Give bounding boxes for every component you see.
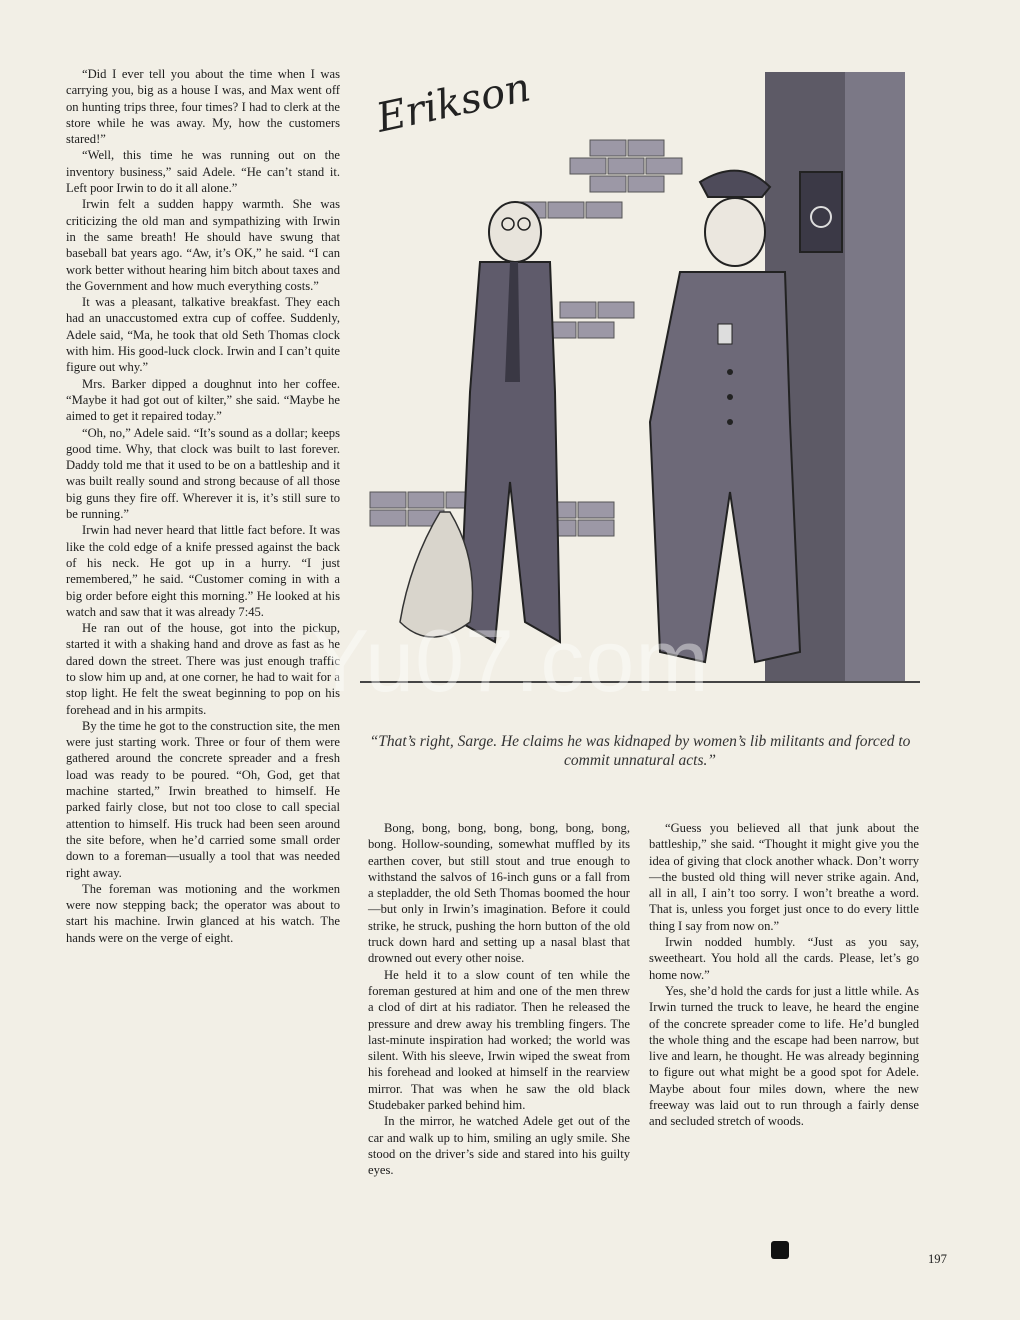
paragraph: He held it to a slow count of ten while the foreman gestured at him and one of the men threw a clod of dirt at his radiator. Then he released the pressure and drew away his trembling fingers. The last-minute inspiration had worked; the world was silent. With his sleeve, Irwin wiped the sweat from his forehead and looked at himself in the rearview mirror. That was when he saw the old black Studebaker parked behind him.: [368, 967, 630, 1113]
paragraph: Irwin felt a sudden happy warmth. She was criticizing the old man and sympathizing with Irwin in the same breath! He should have swung that baseball bat years ago. “Aw, it’s OK,” he said. “I can work better without hearing him bitch about taxes and the Government and how much everything costs.”: [66, 197, 340, 293]
paragraph: Mrs. Barker dipped a doughnut into her coffee. “Maybe it had got out of kilter,” she said. “Maybe he aimed to get it repaired today.”: [66, 376, 340, 424]
cartoon-illustration: [360, 62, 920, 722]
page-number: 197: [928, 1252, 947, 1266]
artist-signature: Erikson: [372, 64, 535, 142]
paragraph: “Did I ever tell you about the time when I was carrying you, big as a house I was, and Max went off on hunting trips three, four times? I had to clerk at the store while he was away. My, how the customers stared!”: [66, 67, 340, 147]
middle-text-column: [368, 820, 630, 1179]
cartoon-drawing: [360, 62, 920, 722]
paragraph: The foreman was motioning and the workmen were now stepping back; the operator was about to start his machine. Irwin glanced at his watch. The hands were on the verge of eight.: [66, 881, 340, 945]
paragraph: In the mirror, he watched Adele get out of the car and walk up to him, smiling an ugly smile. She stood on the driver’s side and stared into his guilty eyes.: [368, 1114, 630, 1178]
watermark: Yu07.com: [310, 611, 710, 710]
police-callbox: [800, 172, 842, 252]
paragraph: By the time he got to the construction site, the men were just starting work. Three or four of them were gathered around the concrete spreader and a fresh load was ready to be poured. “Oh, God, get that machine started,” Irwin breathed to himself. He parked fairly close, but not too close to call special attention to himself. His truck had been seen around the site before, when he’d carried some small order down to a foreman—usually a tool that was needed right away.: [66, 718, 340, 880]
cartoon-caption: “That’s right, Sarge. He claims he was kidnaped by women’s lib militants and forced to commit unnatural acts.”: [369, 733, 911, 769]
paragraph: “Well, this time he was running out on the inventory business,” said Adele. “He can’t stand it. Left poor Irwin to do it all alone.”: [66, 148, 340, 196]
civilian-figure: [400, 202, 560, 642]
paragraph: Irwin had never heard that little fact before. It was like the cold edge of a knife pressed against the back of his neck. He got up in a hurry. “I just remembered,” he said. “Customer coming in with a big order before eight this morning.” He looked at his watch and saw that it was already 7:45.: [66, 523, 340, 619]
end-mark-icon: [771, 1241, 789, 1259]
paragraph: Yes, she’d hold the cards for just a little while. As Irwin turned the truck to leave, he heard the engine of the concrete spreader come to life. He’d bungled the whole thing and the escape had been narrow, but live and learn, he thought. He was already beginning to figure out what might be a good spot for Adele. Maybe about four miles down, where the new freeway was laid out to run through a fairly dense and secluded stretch of woods.: [649, 983, 919, 1129]
paragraph: Irwin nodded humbly. “Just as you say, sweetheart. You hold all the cards. Please, let’s go home now.”: [649, 935, 919, 982]
pillar-side: [845, 72, 905, 682]
right-text-column: [649, 820, 919, 1130]
paragraph: “Oh, no,” Adele said. “It’s sound as a dollar; keeps good time. Why, that clock was built to last forever. Daddy told me that it used to be on a battleship and it was built really sound and strong because of all those big guns they fire off. Wherever it is, it’s still sure to be running.”: [66, 425, 340, 522]
paragraph: Bong, bong, bong, bong, bong, bong, bong, bong. Hollow-sounding, somewhat muffled by its earthen cover, but still stout and true enough to withstand the salvos of 16-inch guns or a fall from a stepladder, the old Seth Thomas boomed the hour—but only in Irwin’s imagination. Before it could strike, he struck, pushing the horn button of the old truck down hard and setting up a nasal blast that drowned out every other noise.: [368, 821, 630, 966]
left-text-column: [66, 66, 340, 946]
paragraph: “Guess you believed all that junk about the battleship,” she said. “Thought it might give you the idea of giving that clock another whack. Don’t worry—the busted old thing will never strike again. And, all in all, I ain’t too sorry. I won’t breathe a word. That is, unless you forget just once to do every little thing I say from now on.”: [649, 821, 919, 933]
paragraph: It was a pleasant, talkative breakfast. They each had an unaccustomed extra cup of coffee. Suddenly, Adele said, “Ma, he took that old Seth Thomas clock with him. His good-luck clock. Irwin and I can’t quite figure out why.”: [66, 295, 340, 375]
paragraph: He ran out of the house, got into the pickup, started it with a shaking hand and drove as fast as he dared down the street. There was just enough traffic to slow him up and, at one corner, he had to wait for a stop light. He felt the sweat beginning to pop on his forehead and in his armpits.: [66, 621, 340, 717]
